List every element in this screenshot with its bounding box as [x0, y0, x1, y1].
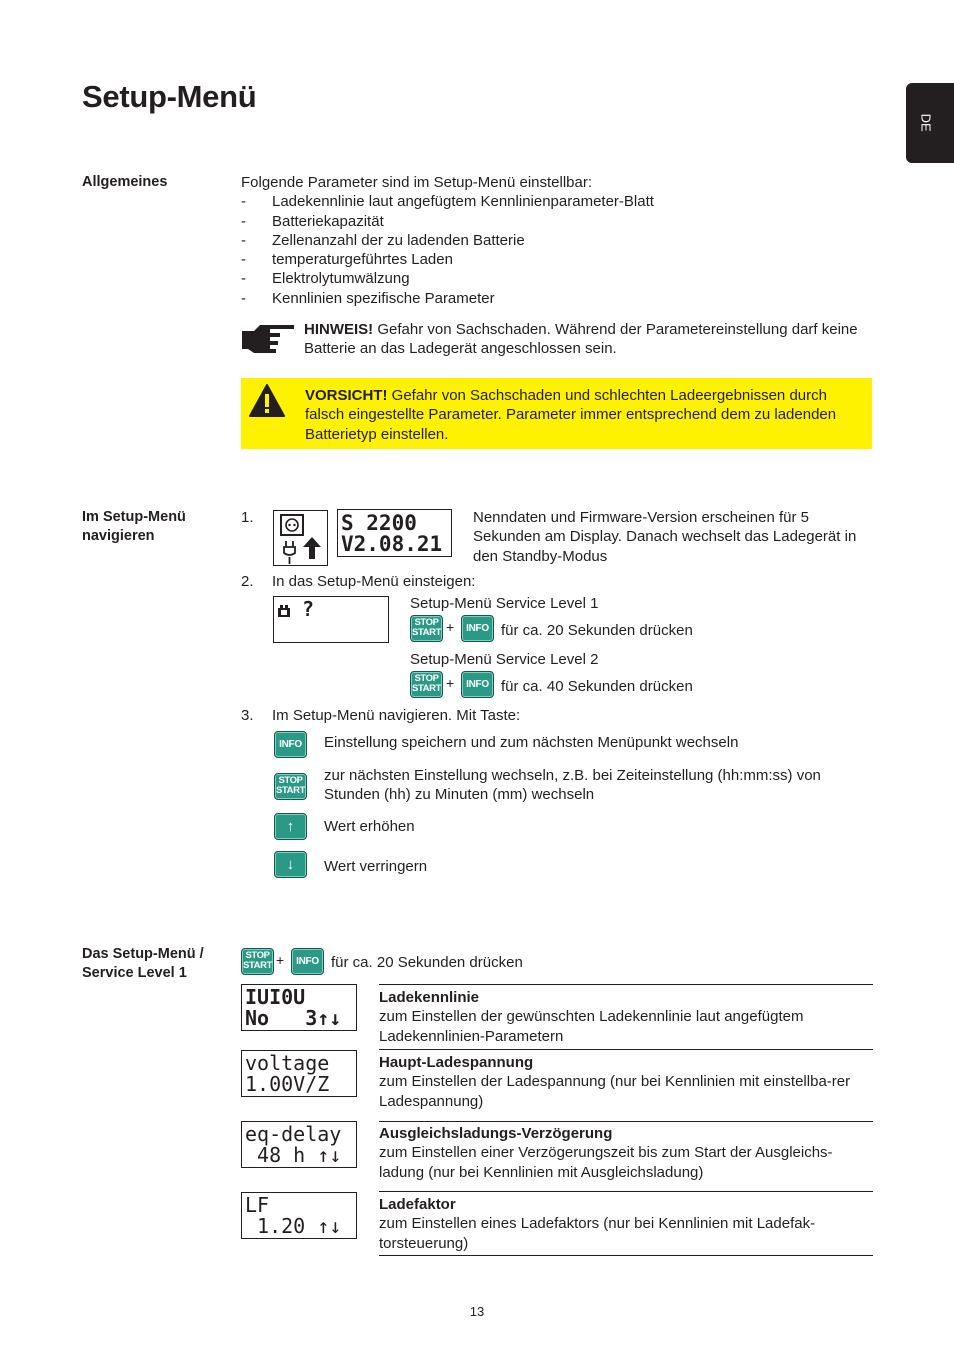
- start-label: START: [412, 683, 441, 694]
- section-heading-navigate: [82, 508, 186, 546]
- display-line-1: S 2200: [341, 511, 417, 535]
- display-eq-delay: [241, 1121, 357, 1168]
- stop-start-button[interactable]: [410, 671, 443, 698]
- divider: [379, 1121, 873, 1122]
- stop-start-button[interactable]: [274, 773, 307, 800]
- display-setup: [273, 596, 389, 643]
- list-item: - Kennlinien spezifische Parameter: [241, 289, 871, 308]
- parameter-list: [241, 192, 871, 308]
- setting-row: [379, 1124, 873, 1182]
- level1-press-text: für ca. 20 Sekunden drücken: [501, 622, 693, 639]
- setting-title: Ladekennlinie: [379, 989, 480, 1006]
- key-up-text: Wert erhöhen: [324, 818, 415, 835]
- key-down-text: Wert verringern: [324, 858, 428, 875]
- key-info-text: Einstellung speichern und zum nächsten Menüpunkt wechseln: [324, 734, 739, 751]
- setting-description: zum Einstellen der Ladespannung (nur bei Kennlinien mit einstellba-rer Ladespannung): [379, 1073, 851, 1110]
- step-number: 3.: [241, 707, 254, 724]
- display-voltage: [241, 1050, 357, 1097]
- setting-row: [379, 1053, 873, 1111]
- info-button[interactable]: INFO: [461, 615, 494, 642]
- display-line-2: 48 h ↑↓: [245, 1143, 342, 1167]
- setting-title: Haupt-Ladespannung: [379, 1054, 534, 1071]
- info-button[interactable]: INFO: [291, 948, 324, 975]
- setting-row: [379, 988, 873, 1046]
- battery-icon: [278, 605, 290, 617]
- pointing-hand-icon: [240, 322, 296, 356]
- down-arrow-button[interactable]: ↓: [274, 851, 307, 878]
- plus-sign: +: [446, 619, 455, 635]
- start-label: START: [276, 785, 305, 796]
- setting-description: zum Einstellen der gewünschten Ladekennlinie laut angefügtem Ladekennlinien-Parametern: [379, 1008, 804, 1045]
- caution-notice: [305, 386, 865, 444]
- display-line-1: IUI0U: [245, 985, 306, 1009]
- warning-triangle-icon: [249, 384, 285, 417]
- step3-text: Im Setup-Menü navigieren. Mit Taste:: [272, 707, 521, 724]
- display-charge-factor: [241, 1192, 357, 1239]
- divider: [379, 1191, 873, 1192]
- info-button[interactable]: INFO: [274, 731, 307, 758]
- step-number: 2.: [241, 573, 254, 590]
- stop-label: STOP: [414, 617, 439, 628]
- setting-description: zum Einstellen einer Verzögerungszeit bis zum Start der Ausgleichs-ladung (nur bei Kennlinien mit Ausgleichsladung): [379, 1144, 833, 1181]
- start-label: START: [412, 627, 441, 638]
- display-line-2: No 3↑↓: [245, 1006, 342, 1030]
- caution-box: [241, 378, 872, 449]
- list-item: - Elektrolytumwälzung: [241, 269, 871, 288]
- key-startstop-text: zur nächsten Einstellung wechseln, z.B. bei Zeiteinstellung (hh:mm:ss) von Stunden (hh) zu Minuten (mm) wechseln: [324, 767, 821, 804]
- list-item: - Ladekennlinie laut angefügtem Kennlinienparameter-Blatt: [241, 192, 871, 211]
- page-title: Setup-Menü: [82, 79, 257, 114]
- step-number: 1.: [241, 509, 254, 526]
- general-section: [241, 173, 871, 308]
- level2-press-text: für ca. 40 Sekunden drücken: [501, 678, 693, 695]
- setting-title: Ausgleichsladungs-Verzögerung: [379, 1125, 613, 1142]
- level2-label: Setup-Menü Service Level 2: [410, 651, 599, 668]
- display-line-1: LF: [245, 1193, 270, 1217]
- display-line-1: eq-delay: [245, 1122, 342, 1146]
- list-item: - Batteriekapazität: [241, 212, 871, 231]
- step2-text: In das Setup-Menü einsteigen:: [272, 573, 476, 590]
- language-tab: [906, 83, 954, 163]
- stop-label: STOP: [414, 673, 439, 684]
- caution-label: VORSICHT!: [305, 387, 388, 404]
- list-item: - temperaturgeführtes Laden: [241, 250, 871, 269]
- display-line-2: 1.00V/Z: [245, 1072, 330, 1096]
- heading-line: navigieren: [82, 528, 155, 544]
- hint-label: HINWEIS!: [304, 321, 374, 338]
- level1-label: Setup-Menü Service Level 1: [410, 595, 599, 612]
- info-button[interactable]: INFO: [461, 671, 494, 698]
- start-label: START: [243, 960, 272, 971]
- display-question: ?: [302, 597, 327, 621]
- setting-description: zum Einstellen eines Ladefaktors (nur bei Kennlinien mit Ladefak-torsteuerung): [379, 1215, 816, 1252]
- hint-text: Gefahr von Sachschaden. Während der Parametereinstellung darf keine Batterie an das Ladegerät angeschlossen sein.: [304, 321, 858, 358]
- display-line-1: voltage: [245, 1051, 330, 1075]
- stop-start-button[interactable]: [410, 615, 443, 642]
- caution-text: Gefahr von Sachschaden und schlechten Ladeergebnissen durch falsch eingestellte Parameter. Parameter immer entsprechend dem zu ladenden Batterietyp einstellen.: [305, 387, 837, 443]
- heading-line: Das Setup-Menü /: [82, 946, 204, 962]
- hint-notice: [304, 320, 869, 359]
- plus-sign: +: [276, 952, 285, 968]
- display-charging-curve: [241, 984, 357, 1031]
- setting-title: Ladefaktor: [379, 1196, 456, 1213]
- setting-row: [379, 1195, 873, 1253]
- plus-sign: +: [446, 675, 455, 691]
- divider: [379, 1255, 873, 1256]
- display-line-2: V2.08.21: [341, 532, 443, 556]
- general-intro: Folgende Parameter sind im Setup-Menü einstellbar:: [241, 174, 593, 191]
- power-plug-icon: [273, 510, 328, 566]
- display-version: [337, 509, 452, 557]
- step1-description: Nenndaten und Firmware-Version erscheinen für 5 Sekunden am Display. Danach wechselt das Ladegerät in den Standby-Modus: [473, 509, 857, 565]
- stop-start-button[interactable]: [241, 948, 274, 975]
- up-arrow-button[interactable]: ↑: [274, 813, 307, 840]
- heading-line: Service Level 1: [82, 965, 187, 981]
- list-item: - Zellenanzahl der zu ladenden Batterie: [241, 231, 871, 250]
- stop-label: STOP: [278, 775, 303, 786]
- section-heading-general: Allgemeines: [82, 174, 168, 190]
- section-heading-level1: [82, 945, 204, 983]
- heading-line: Im Setup-Menü: [82, 509, 186, 525]
- divider: [379, 1049, 873, 1050]
- display-line-2: 1.20 ↑↓: [245, 1214, 342, 1238]
- level1-press-text: für ca. 20 Sekunden drücken: [331, 954, 523, 971]
- divider: [379, 984, 873, 985]
- language-tab-label: DE: [918, 113, 934, 132]
- page-number: 13: [469, 1304, 485, 1319]
- stop-label: STOP: [245, 950, 270, 961]
